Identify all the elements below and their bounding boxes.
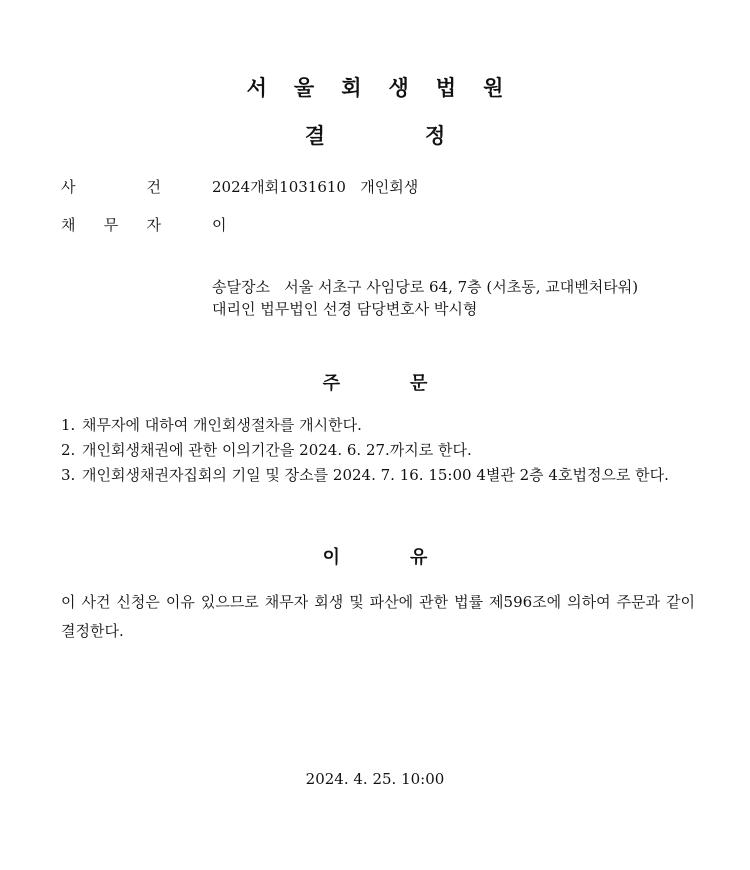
decision-date: 2024. 4. 25. 10:00 [305, 770, 445, 788]
order-list [61, 413, 695, 488]
debtor-label-char: 무 [103, 216, 119, 234]
case-label [61, 176, 161, 197]
order-number: 2. [61, 441, 76, 459]
order-text: 개인회생채권자집회의 기일 및 장소를 2024. 7. 16. 15:00 4별관 2층 4호법정으로 한다. [82, 466, 669, 484]
order-heading: 주문 [322, 373, 498, 394]
order-item [61, 438, 695, 463]
order-number: 3. [61, 466, 76, 484]
reason-text: 이 사건 신청은 이유 있으므로 채무자 회생 및 파산에 관한 법률 제596조에 의하여 주문과 같이 결정한다. [61, 593, 695, 640]
order-item [61, 413, 695, 438]
order-text: 개인회생채권에 관한 이의기간을 2024. 6. 27.까지로 한다. [82, 441, 472, 459]
case-label-char: 건 [146, 178, 161, 196]
court-name: 서울회생법원 [246, 76, 531, 100]
debtor-name: 이 [212, 216, 227, 234]
order-text: 채무자에 대하여 개인회생절차를 개시한다. [82, 416, 362, 434]
service-address: 송달장소 서울 서초구 사임당로 64, 7층 (서초동, 교대벤처타워) [212, 278, 639, 296]
order-item [61, 463, 695, 488]
case-number: 2024개회1031610 개인회생 [212, 178, 419, 196]
case-label-char: 사 [61, 178, 76, 196]
debtor-label [61, 214, 161, 235]
debtor-label-char: 자 [146, 216, 161, 234]
order-number: 1. [61, 416, 76, 434]
reason-heading: 이유 [322, 547, 498, 568]
document-title: 결정 [304, 124, 546, 148]
service-agent: 대리인 법무법인 선경 담당변호사 박시형 [212, 300, 478, 318]
debtor-label-char: 채 [61, 216, 76, 234]
